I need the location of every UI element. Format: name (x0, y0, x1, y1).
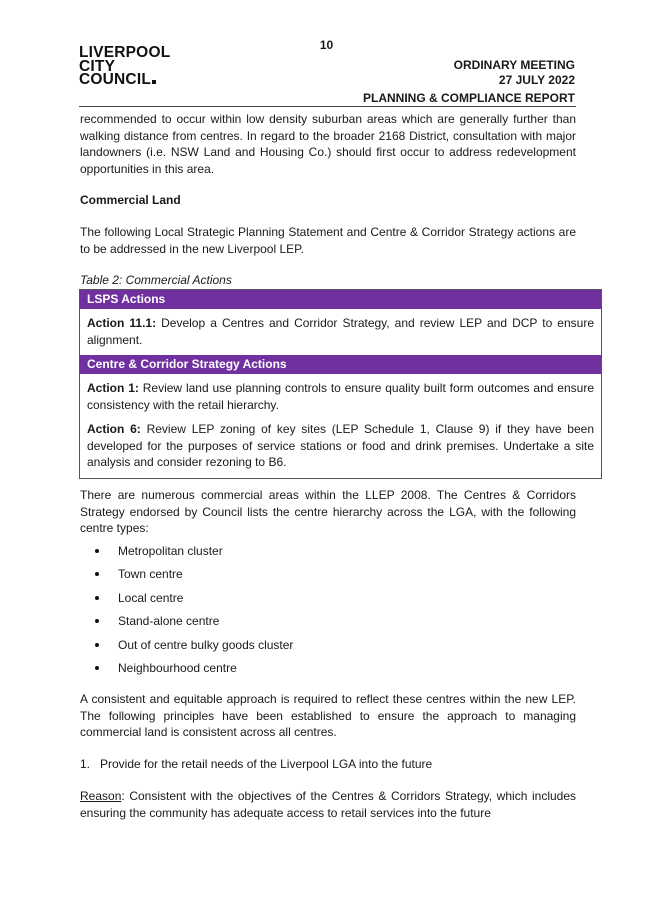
logo-line-1: LIVERPOOL (79, 44, 171, 61)
action-6-label: Action 6: (87, 422, 141, 436)
list-item (80, 637, 293, 660)
logo-line-2: CITY (79, 57, 116, 75)
list-item (80, 566, 293, 589)
action-1-text: Review land use planning controls to ensure quality built form outcomes and ensure consistency with the retail hierarchy. (87, 381, 594, 412)
list-item-text: Town centre (118, 567, 183, 582)
meeting-title: ORDINARY MEETING (453, 58, 575, 72)
list-item (80, 543, 293, 566)
header-divider (79, 106, 576, 107)
list-item-text: Neighbourhood centre (118, 660, 237, 675)
commercial-actions-table (79, 289, 602, 479)
report-title: PLANNING & COMPLIANCE REPORT (362, 91, 575, 105)
bullet-icon (95, 572, 99, 576)
bullet-icon (95, 596, 99, 600)
logo-line-3-text: COUNCIL (79, 71, 152, 88)
bullet-icon (95, 549, 99, 553)
reason-text: : Consistent with the objectives of the Centres & Corridors Strategy, which includes ensuring the community has adequate access to retail services into the future (80, 789, 576, 820)
principle-1: 1. Provide for the retail needs of the Liverpool LGA into the future (80, 757, 433, 771)
section-intro: The following Local Strategic Planning Statement and Centre & Corridor Strategy actions are to be addressed in the new Liverpool LEP. (80, 225, 576, 256)
table-caption: Table 2: Commercial Actions (80, 273, 232, 287)
section-heading: Commercial Land (80, 193, 181, 207)
reason-label: Reason (80, 789, 122, 803)
list-item-text: Local centre (118, 590, 184, 605)
lsps-actions-cell (80, 309, 601, 355)
list-item (80, 613, 293, 636)
intro-paragraph: recommended to occur within low density suburban areas which are generally further than walking distance from centres. In regard to the broader 2168 District, consultation with major landowners (i.e. NSW Land and Housing Co.) should first occur to address redevelopment opportunities in this area. (80, 112, 576, 176)
list-item-text: Metropolitan cluster (118, 544, 223, 558)
list-item-text: Stand-alone centre (118, 614, 220, 629)
reason-paragraph (80, 788, 576, 821)
page-number: 10 (319, 38, 334, 52)
bullet-icon (95, 619, 99, 623)
action-1-label: Action 1: (87, 381, 139, 395)
bullet-icon (95, 666, 99, 670)
meeting-date: 27 JULY 2022 (498, 73, 575, 87)
approach-paragraph: A consistent and equitable approach is required to reflect these centres within the new LEP. The following principles have been established to ensure the approach to managing commercial land is consistent across all centres. (80, 692, 576, 739)
council-logo (79, 46, 170, 87)
action-6-text: Review LEP zoning of key sites (LEP Schedule 1, Clause 9) if they have been developed for the purposes of service stations or food and drink premises. Undertake a site analysis and consider rezoning to B6. (87, 422, 595, 469)
bullet-icon (95, 643, 99, 647)
list-item-text: Out of centre bulky goods cluster (118, 637, 294, 652)
logo-line-3 (79, 73, 170, 87)
list-item (80, 590, 293, 613)
centres-paragraph: There are numerous commercial areas within the LLEP 2008. The Centres & Corridors Strategy endorsed by Council lists the centre hierarchy across the LGA, with the following centre types: (80, 488, 576, 535)
ccs-actions-cell (80, 374, 601, 478)
list-item (80, 660, 293, 683)
action-11-1-text: Develop a Centres and Corridor Strategy, and review LEP and DCP to ensure alignment. (87, 316, 594, 347)
action-11-1-label: Action 11.1: (87, 316, 157, 330)
ccs-actions-header: Centre & Corridor Strategy Actions (80, 355, 601, 374)
logo-dot-icon (152, 80, 156, 84)
centre-types-list (80, 543, 293, 683)
lsps-actions-header: LSPS Actions (80, 290, 601, 309)
